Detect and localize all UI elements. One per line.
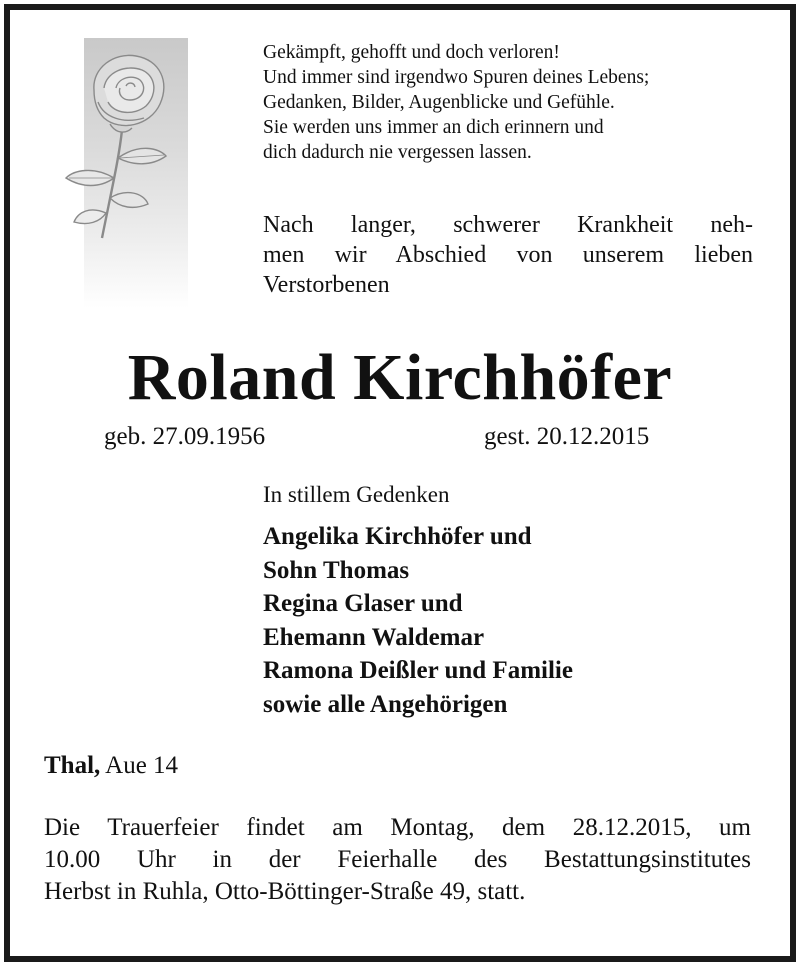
deceased-name: Roland Kirchhöfer xyxy=(127,341,673,414)
funeral-line: 10.00 Uhr in der Feierhalle des Bestattungsinstitutes xyxy=(44,846,751,873)
intro-text xyxy=(263,210,753,300)
intro-line: Verstorbenen xyxy=(263,272,390,298)
rose-icon xyxy=(64,38,194,268)
funeral-notice xyxy=(44,812,751,908)
poem-line: Gedanken, Bilder, Augenblicke und Gefühle. xyxy=(263,92,615,113)
address-town: Thal, xyxy=(44,752,101,779)
poem-line: Sie werden uns immer an dich erinnern und xyxy=(263,117,604,138)
rose-panel xyxy=(84,38,188,308)
mourner-line: sowie alle Angehörigen xyxy=(263,690,508,718)
poem-line: Gekämpft, gehofft und doch verloren! xyxy=(263,42,560,63)
mourner-line: Sohn Thomas xyxy=(263,556,410,584)
address-street: Aue 14 xyxy=(105,752,179,779)
birth-date: geb. 27.09.1956 xyxy=(104,423,266,450)
mourner-line: Ramona Deißler und Familie xyxy=(263,657,573,684)
poem xyxy=(263,40,649,165)
death-date: gest. 20.12.2015 xyxy=(484,423,650,450)
intro-line: Nach langer, schwerer Krankheit neh- xyxy=(263,212,753,238)
intro-line: men wir Abschied von unserem lieben xyxy=(263,242,753,268)
memorial-heading: In stillem Gedenken xyxy=(263,482,450,507)
funeral-line: Herbst in Ruhla, Otto-Böttinger-Straße 49, statt. xyxy=(44,878,526,905)
address xyxy=(44,750,178,782)
poem-line: Und immer sind irgendwo Spuren deines Lebens; xyxy=(263,67,650,88)
mourner-line: Ehemann Waldemar xyxy=(263,623,485,651)
mourner-line: Angelika Kirchhöfer und xyxy=(263,523,532,550)
mourners-list xyxy=(263,520,573,721)
mourner-line: Regina Glaser und xyxy=(263,590,463,617)
poem-line: dich dadurch nie vergessen lassen. xyxy=(263,142,532,163)
funeral-line: Die Trauerfeier findet am Montag, dem 28.12.2015, um xyxy=(44,814,751,841)
